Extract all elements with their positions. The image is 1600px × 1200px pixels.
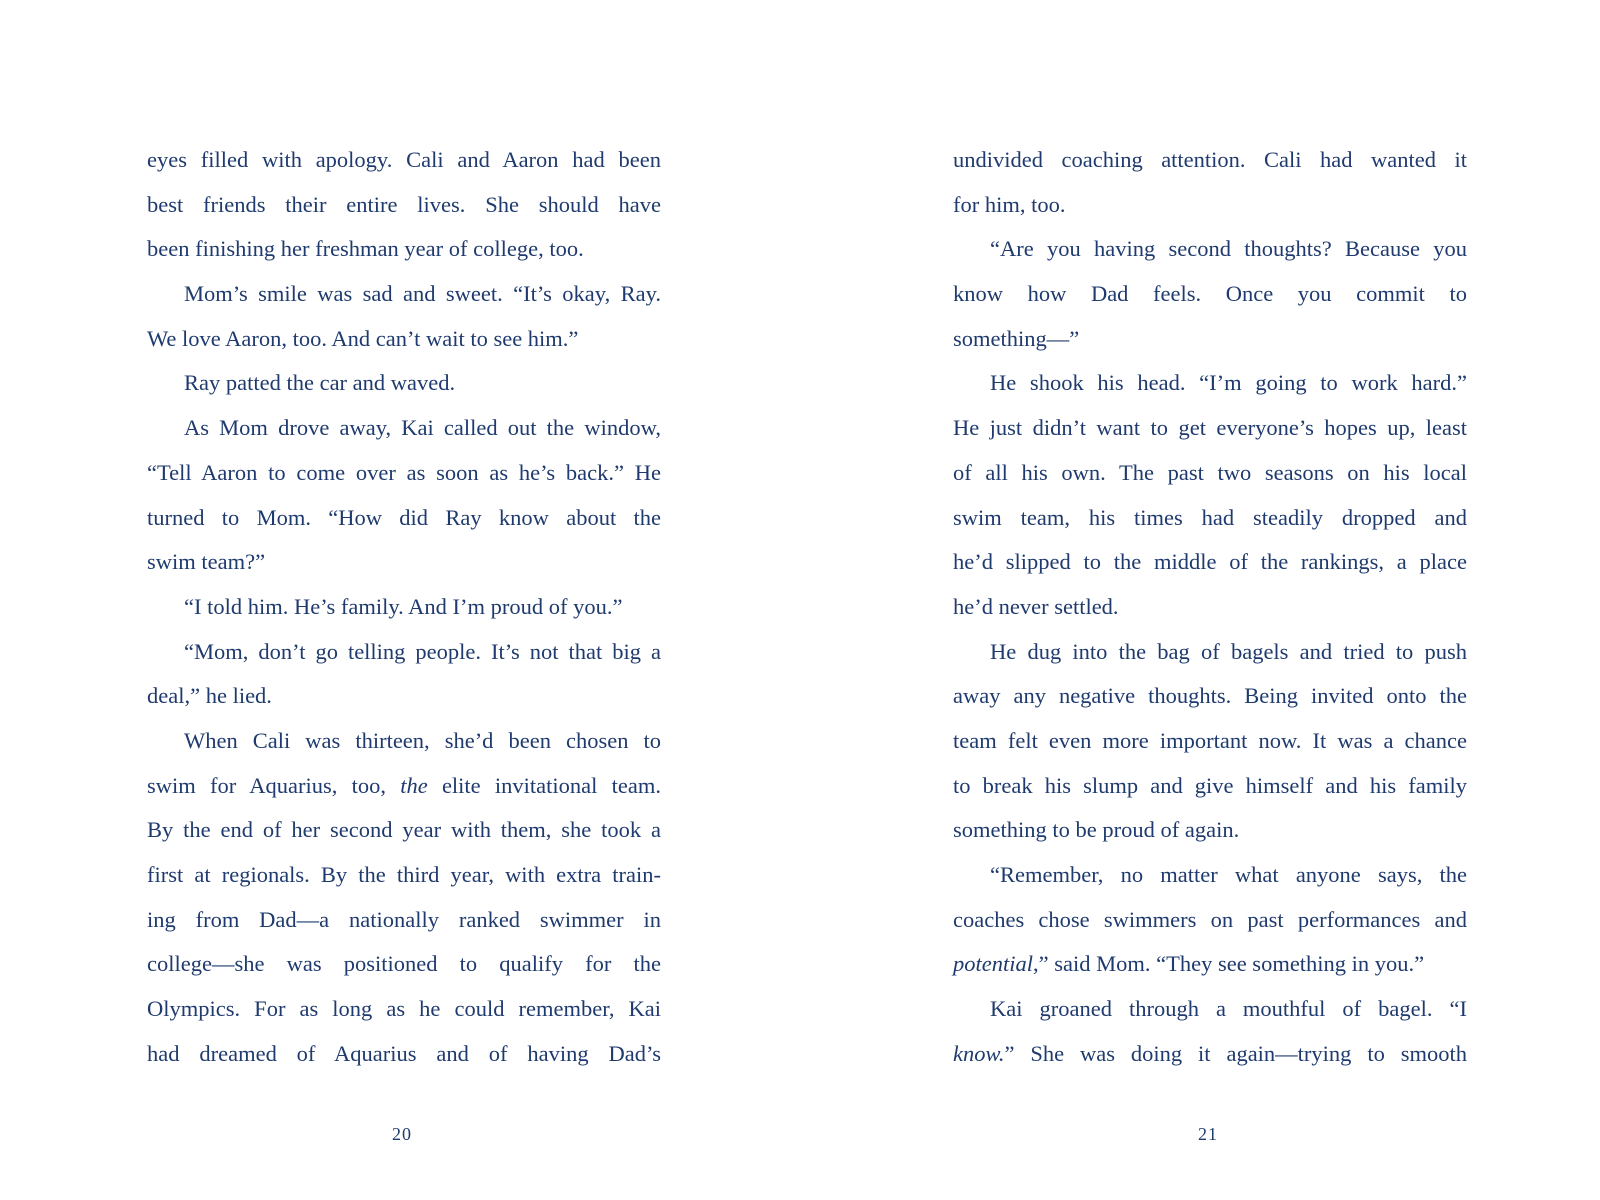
text-line: He just didn’t want to get everyone’s hopes up, least <box>953 415 1467 441</box>
text-line: he’d never settled. <box>953 593 1119 619</box>
text-line: He dug into the bag of bagels and tried to push <box>990 638 1467 664</box>
text-line: to break his slump and give himself and his family <box>953 772 1467 798</box>
text-line: swim team, his times had steadily dropped and <box>953 504 1467 530</box>
text-line: By the end of her second year with them, she took a <box>147 817 661 843</box>
left-page-text <box>147 138 661 1076</box>
text-line: something—” <box>953 325 1080 351</box>
right-page-number: 21 <box>1198 1124 1218 1144</box>
text-line: Mom’s smile was sad and sweet. “It’s okay, Ray. <box>184 281 661 307</box>
text-line: deal,” he lied. <box>147 683 272 709</box>
text-line: for him, too. <box>953 191 1066 217</box>
text-line: best friends their entire lives. She should have <box>147 191 661 217</box>
text-line: team felt even more important now. It was a chance <box>953 727 1467 753</box>
text-line: first at regionals. By the third year, with extra train- <box>147 862 661 887</box>
text-line: he’d slipped to the middle of the rankings, a place <box>953 549 1467 575</box>
text-line: Ray patted the car and waved. <box>184 370 456 396</box>
text-line: “Remember, no matter what anyone says, the <box>990 862 1467 887</box>
text-line: “Mom, don’t go telling people. It’s not that big a <box>184 638 661 664</box>
text-line: eyes filled with apology. Cali and Aaron had been <box>147 147 661 172</box>
text-line: college—she was positioned to qualify for the <box>147 951 661 977</box>
text-line: “Are you having second thoughts? Because you <box>990 236 1467 262</box>
text-line: We love Aaron, too. And can’t wait to see him.” <box>147 325 579 351</box>
text-line: coaches chose swimmers on past performances and <box>953 906 1467 932</box>
text-line: swim for Aquarius, too, the elite invitational team. <box>147 772 661 798</box>
text-line: away any negative thoughts. Being invited onto the <box>953 683 1467 709</box>
text-line: “I told him. He’s family. And I’m proud of you.” <box>184 593 623 619</box>
text-line: of all his own. The past two seasons on his local <box>953 459 1467 485</box>
text-line: swim team?” <box>147 549 266 575</box>
text-line: something to be proud of again. <box>953 817 1240 843</box>
text-line: undivided coaching attention. Cali had wanted it <box>953 147 1467 172</box>
text-line: When Cali was thirteen, she’d been chosen to <box>184 727 661 753</box>
text-line: turned to Mom. “How did Ray know about the <box>147 504 661 530</box>
text-line: know.” She was doing it again—trying to smooth <box>953 1040 1467 1066</box>
text-line: Kai groaned through a mouthful of bagel. “I <box>990 996 1467 1022</box>
text-line: ing from Dad—a nationally ranked swimmer in <box>147 906 661 932</box>
text-line: He shook his head. “I’m going to work hard.” <box>990 370 1467 396</box>
text-line: know how Dad feels. Once you commit to <box>953 281 1467 307</box>
left-page-number: 20 <box>392 1124 412 1144</box>
text-line: been finishing her freshman year of college, too. <box>147 236 584 262</box>
text-line: Olympics. For as long as he could remember, Kai <box>147 996 661 1022</box>
text-line: had dreamed of Aquarius and of having Dad’s <box>147 1040 661 1066</box>
text-line: “Tell Aaron to come over as soon as he’s back.” He <box>147 459 661 485</box>
right-page-text <box>953 138 1467 1076</box>
text-line: As Mom drove away, Kai called out the window, <box>184 415 661 441</box>
text-line: potential,” said Mom. “They see something in you.” <box>953 951 1425 977</box>
